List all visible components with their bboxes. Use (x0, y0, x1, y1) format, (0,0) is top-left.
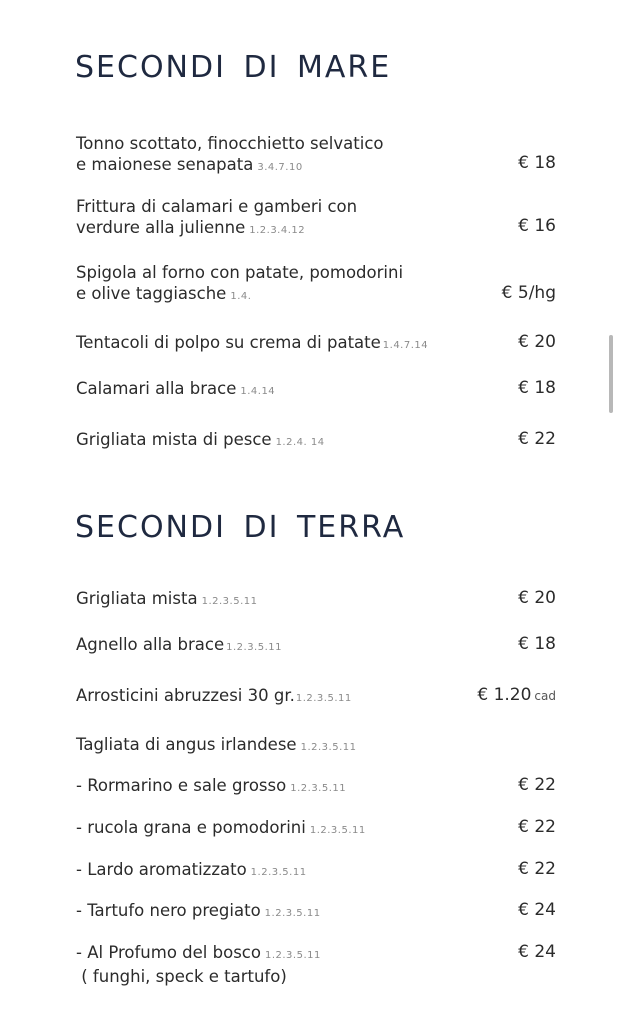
menu-item (76, 332, 556, 356)
item-price (477, 685, 556, 705)
menu-item (76, 859, 556, 883)
item-price: € 24 (518, 900, 556, 920)
menu-item (76, 262, 556, 307)
item-price: € 22 (518, 817, 556, 837)
item-name: - Tartufo nero pregiato (76, 901, 261, 920)
item-name: Grigliata mista (76, 589, 198, 608)
item-name: Tonno scottato, finocchietto selvatico (76, 134, 384, 153)
item-name: Calamari alla brace (76, 379, 237, 398)
item-price: € 18 (518, 153, 556, 173)
item-price: € 18 (518, 634, 556, 654)
menu-item (76, 942, 556, 987)
menu-item (76, 900, 556, 924)
section-title-mare: SECONDI DI MARE (75, 50, 392, 85)
item-price: € 22 (518, 859, 556, 879)
section-title-terra: SECONDI DI TERRA (75, 510, 406, 545)
item-name: Grigliata mista di pesce (76, 430, 272, 449)
allergen-codes: 1.4.14 (240, 386, 276, 397)
menu-item (76, 775, 556, 799)
item-price: € 16 (518, 216, 556, 236)
allergen-codes: 1.2.4. 14 (275, 437, 325, 448)
menu-item (76, 133, 556, 178)
allergen-codes: 1.2.3.5.11 (226, 642, 282, 653)
item-name: Spigola al forno con patate, pomodorini (76, 263, 404, 282)
item-price: € 5/hg (501, 283, 556, 303)
allergen-codes: 3.4.7.10 (257, 162, 303, 173)
allergen-codes: 1.2.3.5.11 (264, 950, 321, 961)
scrollbar-thumb[interactable] (609, 335, 613, 413)
item-name: - rucola grana e pomodorini (76, 818, 306, 837)
item-price: € 18 (518, 378, 556, 398)
menu-item (76, 634, 556, 658)
allergen-codes: 1.2.3.4.12 (249, 225, 306, 236)
allergen-codes: 1.2.3.5.11 (309, 825, 366, 836)
item-name-line2: e olive taggiasche (76, 284, 227, 303)
allergen-codes: 1.2.3.5.11 (290, 783, 347, 794)
menu-item (76, 734, 556, 758)
item-price: € 22 (518, 775, 556, 795)
price-unit: cad (534, 689, 556, 703)
item-price: € 24 (518, 942, 556, 962)
allergen-codes: 1.2.3.5.11 (295, 693, 352, 704)
menu-item (76, 196, 556, 241)
allergen-codes: 1.2.3.5.11 (300, 742, 357, 753)
item-name: - Lardo aromatizzato (76, 860, 247, 879)
menu-item (76, 588, 556, 612)
menu-item (76, 429, 556, 453)
item-name: Tentacoli di polpo su crema di patate (76, 333, 381, 352)
allergen-codes: 1.4. (230, 291, 252, 302)
item-name: Agnello alla brace (76, 635, 225, 654)
allergen-codes: 1.2.3.5.11 (250, 867, 307, 878)
item-name: Tagliata di angus irlandese (76, 735, 297, 754)
price-value: € 1.20 (477, 685, 532, 705)
item-name: Frittura di calamari e gamberi con (76, 197, 358, 216)
allergen-codes: 1.2.3.5.11 (264, 908, 321, 919)
allergen-codes: 1.2.3.5.11 (201, 596, 258, 607)
menu-item (76, 685, 556, 709)
item-name-line2: e maionese senapata (76, 155, 254, 174)
item-price: € 22 (518, 429, 556, 449)
item-name: - Rormarino e sale grosso (76, 776, 287, 795)
item-name-line2: verdure alla julienne (76, 218, 246, 237)
item-name-line2: ( funghi, speck e tartufo) (76, 967, 287, 986)
menu-item (76, 378, 556, 402)
item-price: € 20 (518, 332, 556, 352)
menu-item (76, 817, 556, 841)
allergen-codes: 1.4.7.14 (382, 340, 429, 351)
item-name: - Al Profumo del bosco (76, 943, 261, 962)
item-name: Arrosticini abruzzesi 30 gr. (76, 686, 295, 705)
item-price: € 20 (518, 588, 556, 608)
